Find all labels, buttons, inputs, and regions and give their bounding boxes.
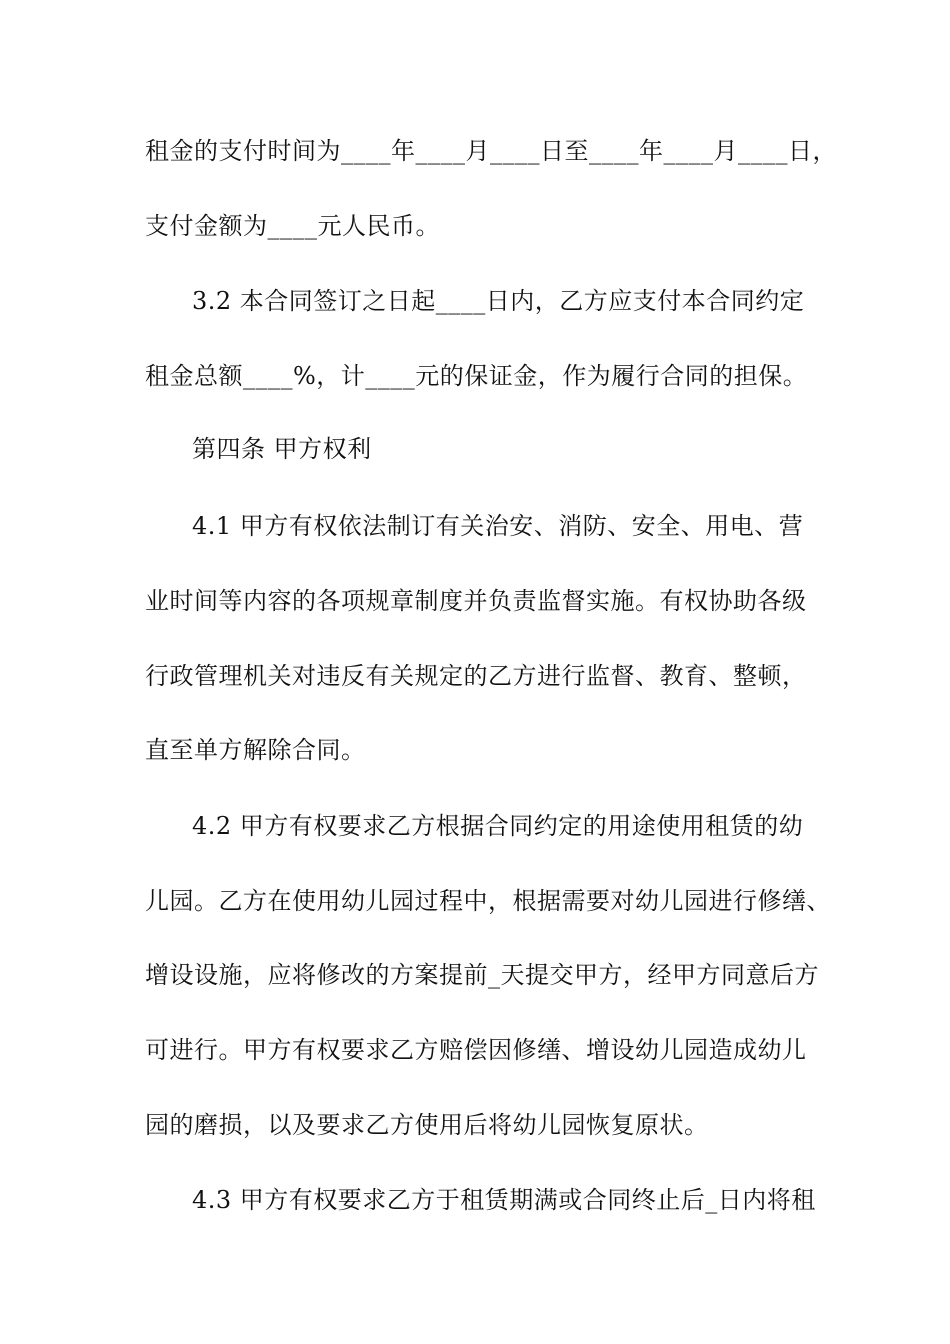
text-line: 租金总额____%，计____元的保证金，作为履行合同的担保。 [145,362,808,390]
clause-4-3: 4.3 甲方有权要求乙方于租赁期满或合同终止后_日内将租 [192,1186,816,1214]
text-line: 增设设施，应将修改的方案提前_天提交甲方，经甲方同意后方 [145,961,819,989]
text-line: 租金的支付时间为____年____月____日至____年____月____日， [145,137,837,165]
clause-4-2: 4.2 甲方有权要求乙方根据合同约定的用途使用租赁的幼 [192,812,804,840]
text-line: 直至单方解除合同。 [145,736,366,764]
text-line: 可进行。甲方有权要求乙方赔偿因修缮、增设幼儿园造成幼儿 [145,1036,807,1064]
text-line: 业时间等内容的各项规章制度并负责监督实施。有权协助各级 [145,587,807,615]
text-line: 儿园。乙方在使用幼儿园过程中，根据需要对幼儿园进行修缮、 [145,887,831,915]
section-heading: 第四条 甲方权利 [192,435,372,463]
text-line: 园的磨损，以及要求乙方使用后将幼儿园恢复原状。 [145,1111,709,1139]
clause-4-1: 4.1 甲方有权依法制订有关治安、消防、安全、用电、营 [192,512,804,540]
text-line: 行政管理机关对违反有关规定的乙方进行监督、教育、整顿， [145,662,807,690]
text-line: 支付金额为____元人民币。 [145,212,440,240]
clause-3-2: 3.2 本合同签订之日起____日内，乙方应支付本合同约定 [192,287,805,315]
